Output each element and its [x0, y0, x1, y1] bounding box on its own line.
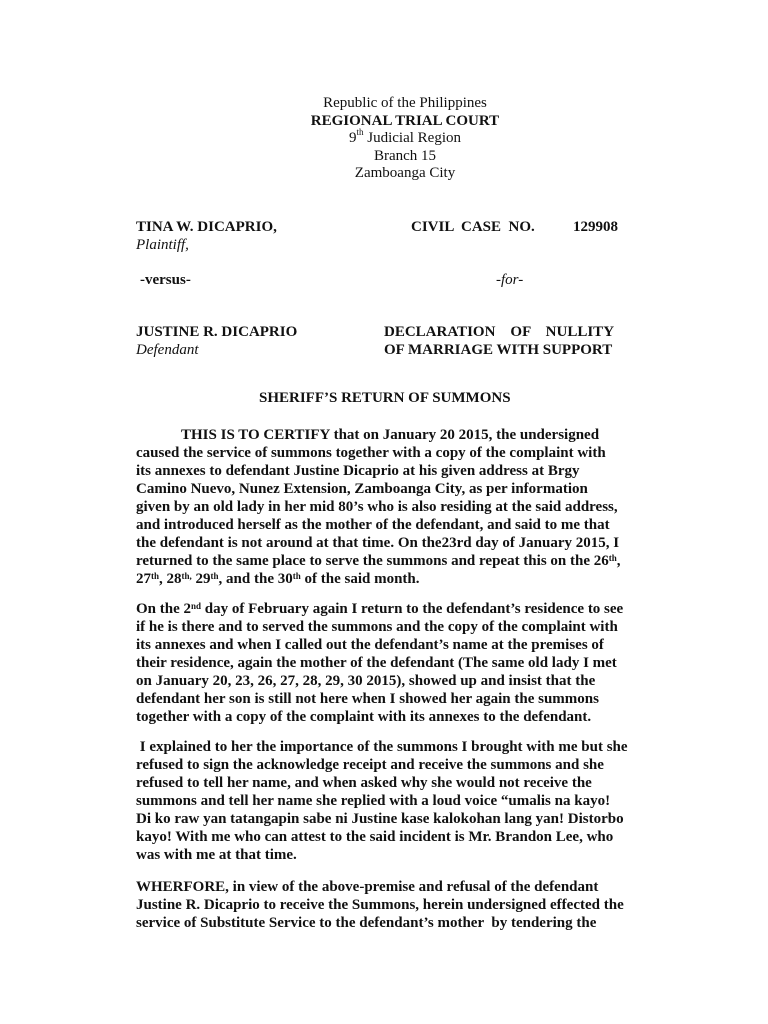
text-line: summons and tell her name she replied with a loud voice “umalis na kayo!	[136, 793, 611, 809]
text-line: returned to the same place to serve the summons and repeat this on the 26th,	[136, 553, 621, 569]
text-line: its annexes to defendant Justine Dicaprio at his given address at Brgy	[136, 463, 580, 479]
text-line: given by an old lady in her mid 80’s who is also residing at the said address,	[136, 499, 618, 515]
text-line: was with me at that time.	[136, 847, 297, 863]
case-nature-line2: OF MARRIAGE WITH SUPPORT	[384, 342, 613, 358]
text-line: its annexes and when I called out the defendant’s name at the premises of	[136, 637, 604, 653]
paragraph-wherefore	[136, 878, 656, 932]
case-number: 129908	[573, 219, 618, 235]
header-republic: Republic of the Philippines	[323, 95, 487, 111]
text-line: On the 2nd day of February again I return to the defendant’s residence to see	[136, 601, 624, 617]
header-city: Zamboanga City	[354, 165, 456, 181]
versus-label: -versus-	[140, 272, 191, 288]
text-line: on January 20, 23, 26, 27, 28, 29, 30 2015), showed up and insist that the	[136, 673, 596, 689]
case-label: CIVIL CASE NO.	[411, 219, 535, 235]
text-line: 27th, $28^{th,}$ 29th, and the 30th of the said month.	[136, 571, 420, 587]
document-title: SHERIFF’S RETURN OF SUMMONS	[259, 390, 511, 406]
paragraph-certification	[136, 426, 656, 588]
text-line: and introduced herself as the mother of the defendant, and said to me that	[136, 517, 610, 533]
case-nature-line1: DECLARATION OF NULLITY	[384, 324, 615, 340]
text-line: Di ko raw yan tatangapin sabe ni Justine kase kalokohan lang yan! Distorbo	[136, 811, 624, 827]
text-line: I explained to her the importance of the summons I brought with me but she	[136, 739, 628, 755]
for-label: -for-	[496, 272, 524, 288]
text-line: service of Substitute Service to the defendant’s mother by tendering the	[136, 915, 597, 931]
header-court: REGIONAL TRIAL COURT	[310, 113, 500, 129]
text-line: THIS IS TO CERTIFY that on January 20 2015, the undersigned	[181, 427, 600, 443]
text-line: WHERFORE, in view of the above-premise and refusal of the defendant	[136, 879, 599, 895]
paragraph-february-visit	[136, 600, 656, 726]
text-line: refused to sign the acknowledge receipt and receive the summons and she	[136, 757, 604, 773]
text-line: Justine R. Dicaprio to receive the Summons, herein undersigned effected the	[136, 897, 624, 913]
text-line: defendant her son is still not here when I showed her again the summons	[136, 691, 599, 707]
text-line: together with a copy of the complaint with its annexes to the defendant.	[136, 709, 592, 725]
plaintiff-role: Plaintiff,	[136, 237, 189, 253]
text-line: kayo! With me who can attest to the said incident is Mr. Brandon Lee, who	[136, 829, 614, 845]
defendant-name: JUSTINE R. DICAPRIO	[136, 324, 298, 340]
text-line: if he is there and to served the summons and the copy of the complaint with	[136, 619, 618, 635]
header-branch: Branch 15	[373, 148, 437, 164]
text-line: Camino Nuevo, Nunez Extension, Zamboanga City, as per information	[136, 481, 588, 497]
header-region: 9th Judicial Region	[348, 127, 461, 146]
text-line: their residence, again the mother of the defendant (The same old lady I met	[136, 655, 617, 671]
paragraph-refusal	[136, 738, 656, 864]
text-line: refused to tell her name, and when asked why she would not receive the	[136, 775, 592, 791]
text-line: the defendant is not around at that time. On the23rd day of January 2015, I	[136, 535, 620, 551]
text-line: caused the service of summons together with a copy of the complaint with	[136, 445, 606, 461]
defendant-role: Defendant	[136, 342, 199, 358]
plaintiff-name: TINA W. DICAPRIO,	[136, 219, 277, 235]
